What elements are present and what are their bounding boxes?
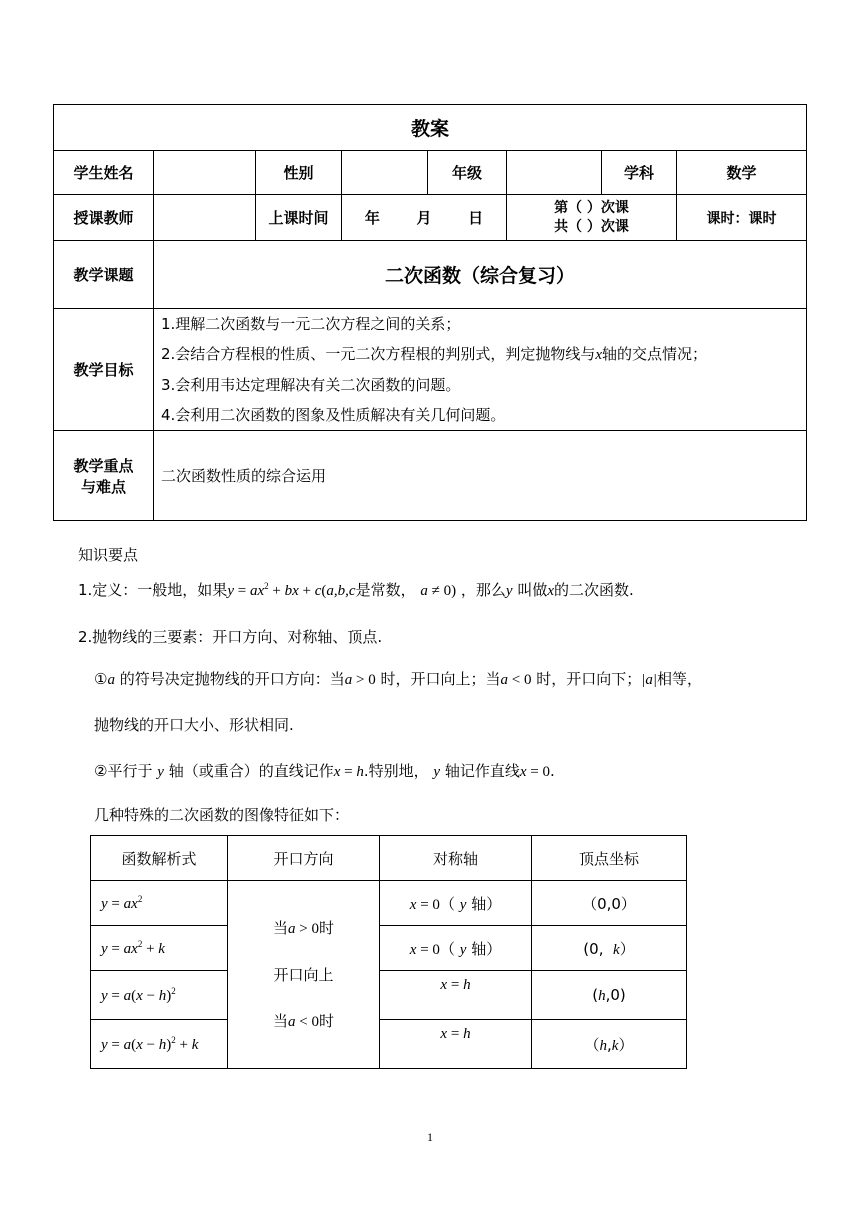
page-number: 1	[427, 1130, 433, 1144]
class-time-label: 上课时间	[256, 195, 342, 241]
focus-label: 教学重点 与难点	[54, 431, 154, 521]
col-header: 开口方向	[228, 836, 380, 881]
grade-label: 年级	[428, 151, 507, 195]
vertex-cell: (h,0)	[532, 971, 687, 1020]
date-day: 日	[468, 209, 484, 227]
class-date	[342, 195, 507, 241]
formula-cell: $y = a(x - h)^2$	[91, 971, 228, 1020]
axis-cell: x = 0（ y 轴）	[380, 881, 532, 926]
formula-cell: $y = ax^2$	[91, 881, 228, 926]
axis-cell: x = h	[380, 971, 532, 1020]
item1-line: ①a 的符号决定抛物线的开口方向：当a > 0 时，开口向上；当a < 0 时，开口向下；|a|相等，	[94, 670, 703, 688]
duration-label: 课时：课时	[677, 195, 807, 241]
session-line-2: 共（ ）次课	[554, 218, 629, 235]
session-count	[507, 195, 677, 241]
student-name-value	[154, 151, 256, 195]
focus-value: 二次函数性质的综合运用	[154, 431, 807, 521]
student-name-label: 学生姓名	[54, 151, 154, 195]
gender-label: 性别	[256, 151, 342, 195]
goal-item: 1.理解二次函数与一元二次方程之间的关系；	[161, 315, 461, 333]
vertex-cell: (0, k）	[532, 926, 687, 971]
table-intro: 几种特殊的二次函数的图像特征如下：	[94, 806, 350, 824]
vertex-cell: （h,k）	[532, 1020, 687, 1069]
col-header: 顶点坐标	[532, 836, 687, 881]
lesson-plan-header-table	[53, 104, 807, 521]
grade-value	[507, 151, 602, 195]
three-elements-line: 2.抛物线的三要素：开口方向、对称轴、顶点.	[78, 628, 383, 646]
vertex-cell: （0,0）	[532, 881, 687, 926]
special-functions-table	[90, 835, 687, 1069]
goal-item: 3.会利用韦达定理解决有关二次函数的问题。	[161, 376, 461, 394]
teacher-label: 授课教师	[54, 195, 154, 241]
topic-label: 教学课题	[54, 241, 154, 309]
topic-value: 二次函数（综合复习）	[154, 241, 807, 309]
subject-label: 学科	[602, 151, 677, 195]
gender-value	[342, 151, 428, 195]
goals-list	[154, 309, 807, 431]
knowledge-heading: 知识要点	[78, 546, 139, 564]
formula-cell: $y = a(x - h)^2 + k$	[91, 1020, 228, 1069]
col-header: 函数解析式	[91, 836, 228, 881]
axis-cell: x = h	[380, 1020, 532, 1069]
session-line-1: 第（ ）次课	[554, 199, 629, 216]
goal-item: 4.会利用二次函数的图象及性质解决有关几何问题。	[161, 406, 506, 424]
goals-label: 教学目标	[54, 309, 154, 431]
goal-item: 2.会结合方程根的性质、一元二次方程根的判别式，判定抛物线与x轴的交点情况；	[161, 345, 708, 363]
item1-line-2: 抛物线的开口大小、形状相同.	[94, 716, 294, 734]
subject-value: 数学	[677, 151, 807, 195]
axis-cell: x = 0（ y 轴）	[380, 926, 532, 971]
date-year: 年	[364, 209, 380, 227]
teacher-value	[154, 195, 256, 241]
opening-direction-cell: 当a > 0时 开口向上 当a < 0时	[228, 881, 380, 1069]
formula-cell: $y = ax^2 + k$	[91, 926, 228, 971]
item2-line: ②平行于 y 轴（或重合）的直线记作x = h.特别地， y 轴记作直线x = 0.	[94, 762, 555, 780]
date-month: 月	[416, 209, 432, 227]
col-header: 对称轴	[380, 836, 532, 881]
definition-line: 1.定义：一般地，如果$y = ax^2$ + bx + c(a,b,c是常数， a ≠ 0) ，那么y 叫做x的二次函数.	[78, 581, 634, 599]
document-title: 教案	[54, 105, 807, 151]
